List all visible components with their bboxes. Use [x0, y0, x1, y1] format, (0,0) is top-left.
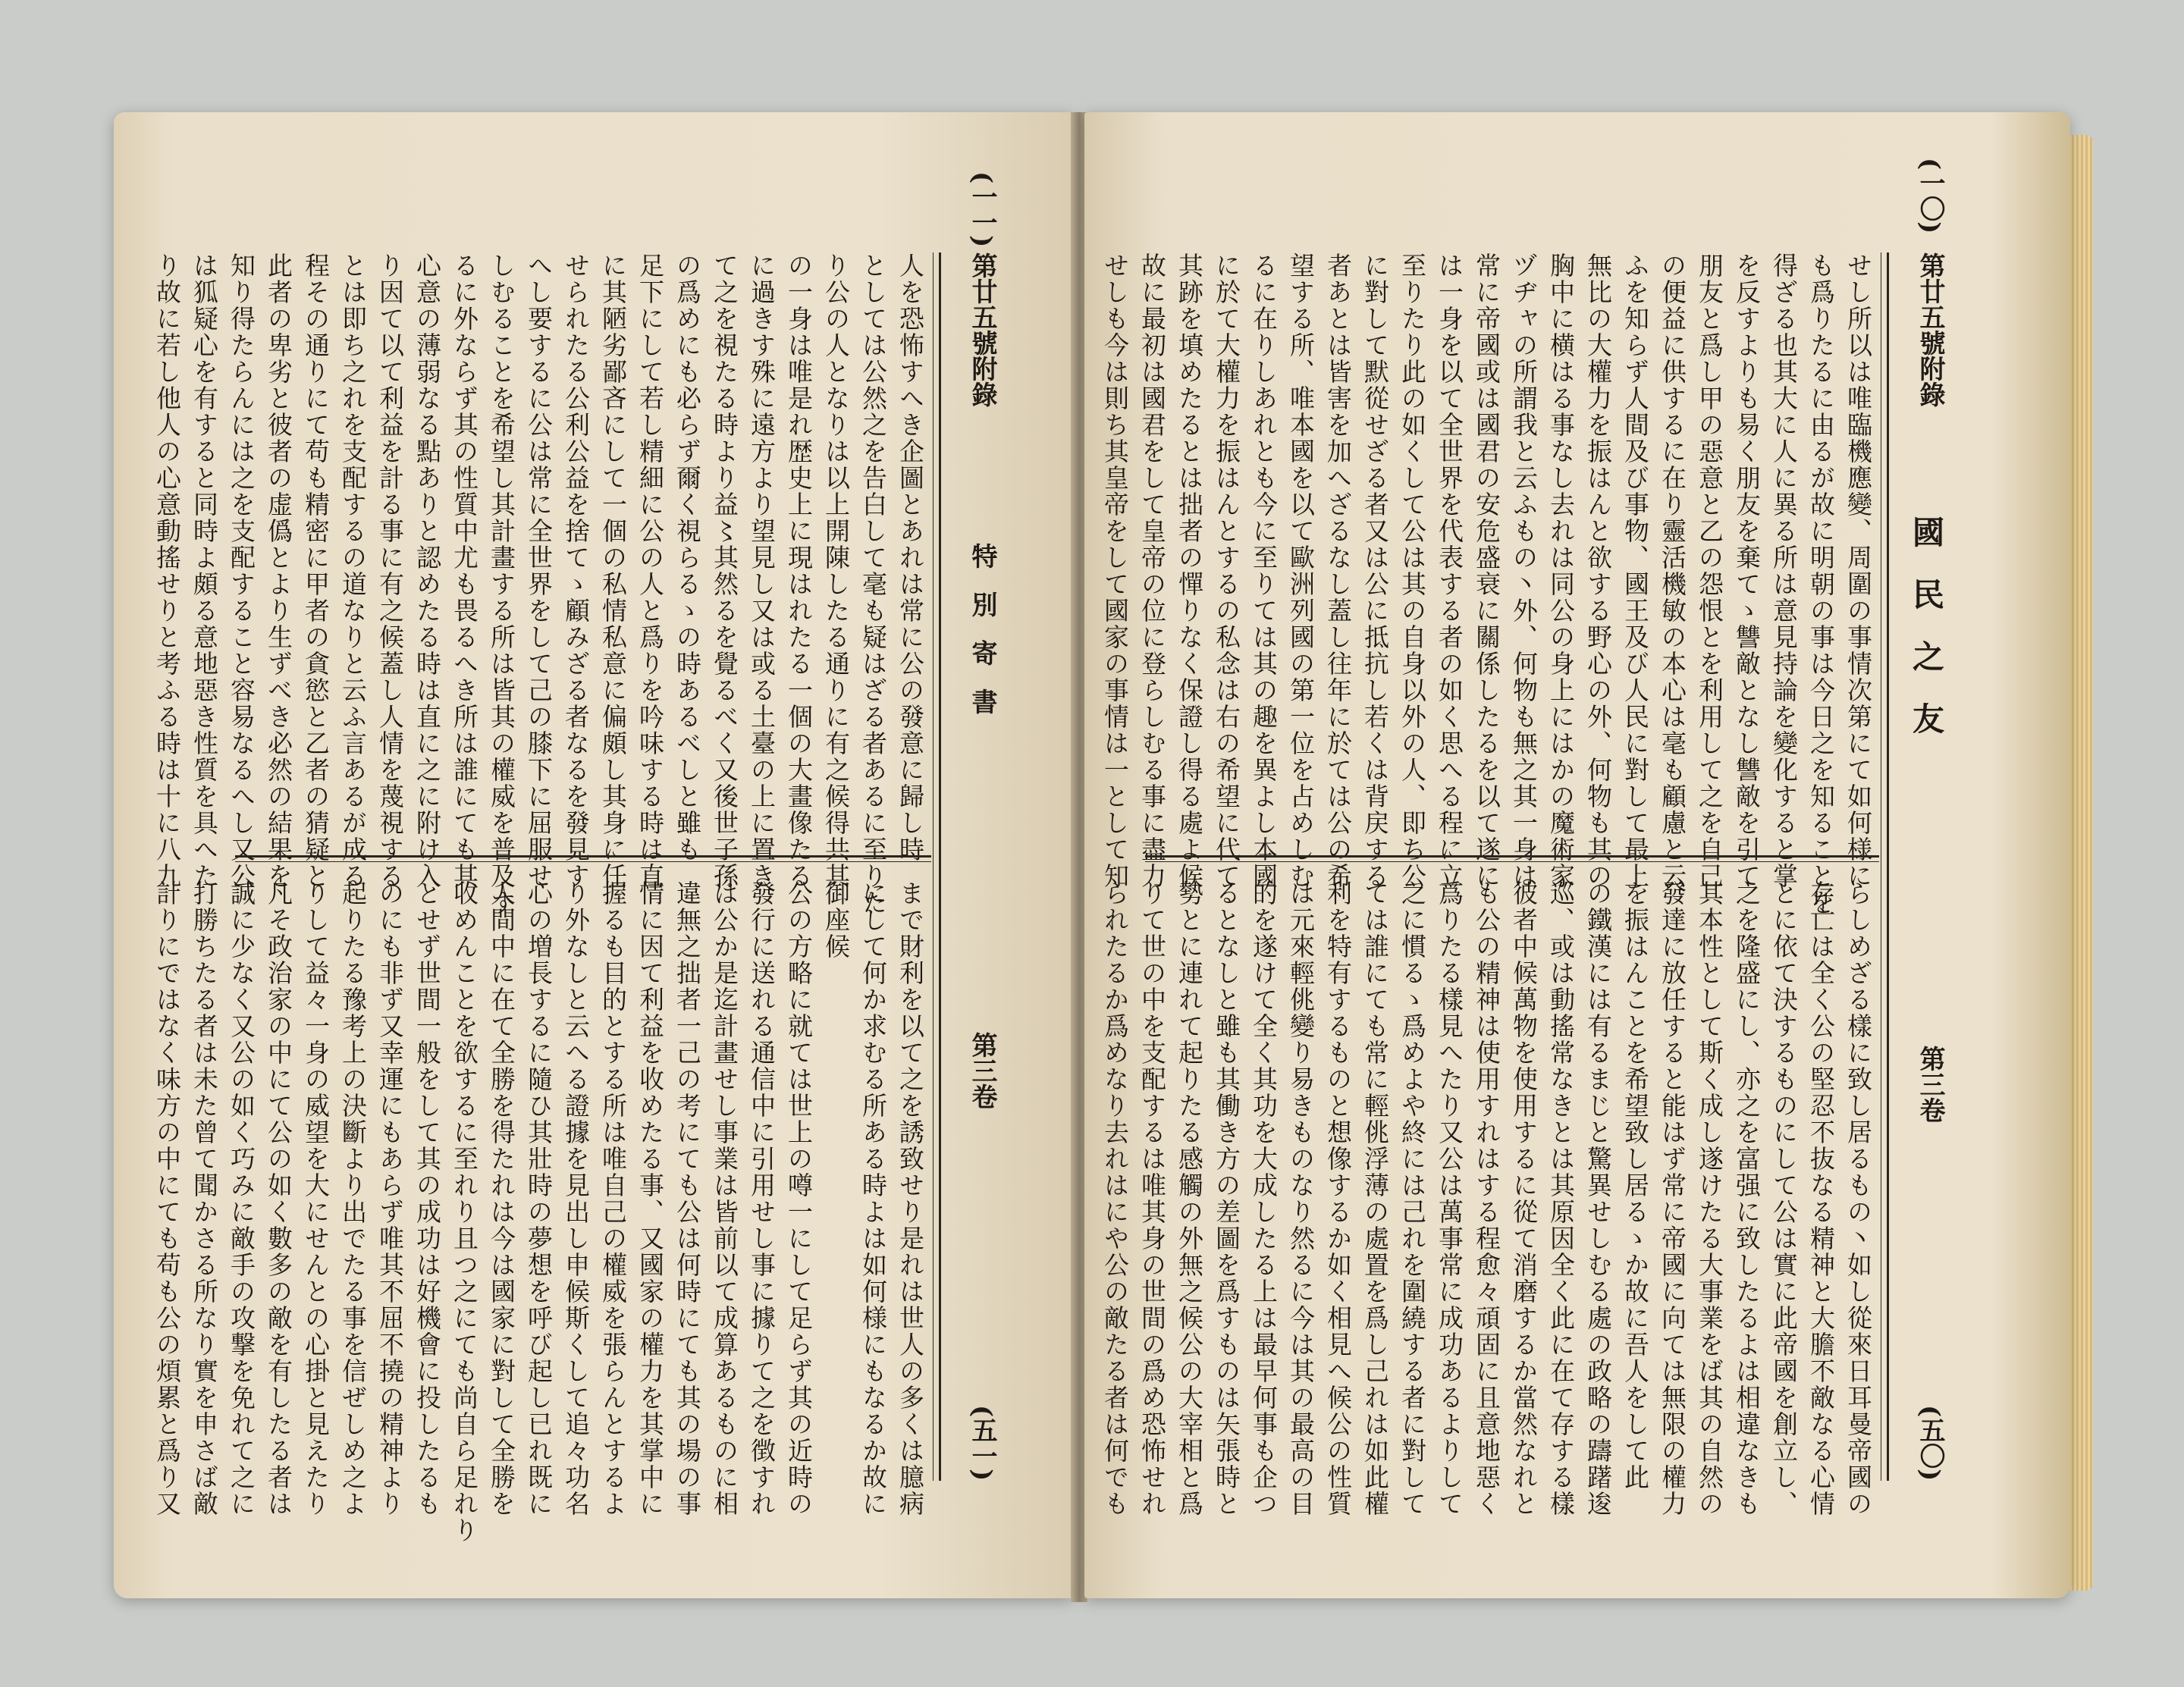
text-column: に於て大權力を振はんとするの私念は右の希望に代て [1212, 252, 1241, 889]
left-header-volume-page: (五一) [967, 1404, 997, 1481]
text-column: の爲めにも必らず爾く視らるゝの時あるべしと雖も [673, 252, 702, 863]
text-column: の一身は唯是れ歴史上に現はれたる一個の大畫像たる [784, 252, 814, 889]
text-column: るに在りしあれとも今に至りては其の趣を異よし本國 [1249, 252, 1279, 889]
text-column: せし所以は唯臨機應變、周圍の事情次第にて如何様に [1844, 252, 1873, 889]
text-column: 勢とに連れて起りたる感觸の外無之候公の大宰相と爲 [1175, 880, 1204, 1517]
text-column: に其陋劣鄙吝にして一個の私情私意に偏頗し其身に任 [598, 252, 628, 889]
text-column: 巡、或は動搖常なきとは其原因全く此に在て存する樣 [1546, 880, 1576, 1517]
text-column: も爲りたるに由るが故に明朝の事は今日之を知ることを [1806, 252, 1836, 916]
text-column: しむることを希望し其計畫する所は皆其の權威を普及す [487, 252, 516, 916]
text-column: も公の精神は使用すれはする程愈々頑固に且意地惡く [1472, 880, 1502, 1517]
right-upper-text [1100, 252, 1877, 916]
text-column: の鐵漢には有るまじと驚異せしむる處の政略の躊躇逡 [1583, 880, 1613, 1517]
text-column: らしめざる樣に致し居るもの丶如し從來日耳曼帝國の [1844, 880, 1873, 1517]
right-header-title: 國民之友 [1908, 516, 1945, 764]
text-column: 爲りたる樣見へたり又公は萬事常に成功あるよりして [1435, 880, 1464, 1517]
text-column: 人間中に在て全勝を得たれは今は國家に對して全勝を [487, 880, 516, 1517]
text-column: を反すよりも易く朋友を棄てゝ讐敵となし讐敵を引て [1732, 252, 1762, 889]
text-column: 發行に送れる通信中に引用せし事に據りて之を徴すれ [747, 880, 777, 1517]
text-column: 者あとは皆害を加へざるなし蓋し往年に於ては公の希 [1323, 252, 1353, 889]
text-column: ヅヂャの所謂我と云ふもの丶外、何物も無之其一身は [1509, 252, 1539, 889]
text-column: 計りにではなく味方の中にても苟も公の煩累と爲り又 [152, 880, 182, 1517]
left-header-volume: 第三卷 [967, 1032, 997, 1110]
text-column: せられたる公利公益を捨てゝ顧みざる者なるを發見す [561, 252, 591, 889]
text-column: るに外ならず其の性質中尤も畏るへき所は誰にても其 [450, 252, 479, 889]
text-column: 御座候 [821, 880, 851, 960]
text-column: まで財利を以て之を誘致せり是れは世人の多くは臆病 [896, 880, 925, 1517]
text-column: 凡そ政治家の中にて公の如く數多の敵を有したる者は [264, 880, 293, 1517]
text-column: とに依て決するものにして公は實に此帝國を創立し、 [1769, 880, 1799, 1517]
right-header-volume: 第三卷 [1915, 1046, 1945, 1124]
left-header-rule [939, 252, 941, 1481]
text-column: は一身を以て全世界を代表する者の如く思へる程に立 [1435, 252, 1464, 889]
text-column: とせず世間一般をして其の成功は好機會に投したるも [413, 880, 442, 1517]
right-header-volume-page: (五〇) [1915, 1404, 1945, 1481]
left-header-rule-thin [933, 252, 934, 1481]
text-column: 程その通りにて苟も精密に甲者の貪慾と乙者の猜疑と [301, 252, 331, 889]
right-page [1084, 112, 2070, 1598]
text-column: 之に慣るゝ爲めよや終には己れを圍繞する者に對して [1398, 880, 1427, 1517]
text-column: 足下にして若し精細に公の人と爲りを吟味する時は直 [635, 252, 665, 889]
left-lower-text [152, 880, 929, 1544]
text-column: 打勝ちたる者は未た曾て聞かさる所なり實を申さば敵 [190, 880, 219, 1517]
text-column: としては公然之を告白して毫も疑はざる者あるに至りた [858, 252, 888, 916]
left-upper-text [152, 252, 929, 916]
text-column: 得ざる也其大に人に異る所は意見持論を變化すると掌 [1769, 252, 1799, 889]
right-lower-text [1100, 880, 1877, 1517]
text-column: 違無之拙者一己の考にても公は何時にても其の場の事 [673, 880, 702, 1517]
text-column: 收めんことを欲するに至れり且つ之にても尚自ら足れり [450, 880, 479, 1544]
text-column: 起りたる豫考上の決斷より出でたる事を信ぜしめ之よ [338, 880, 368, 1517]
text-column: られたるか爲めなり去れはにや公の敵たる者は何でも [1100, 880, 1130, 1517]
left-text-block [152, 171, 997, 1544]
text-column: ふを知らず人間及び事物、國王及び人民に對して最上 [1621, 252, 1650, 889]
text-column: て之を視たる時より益〻其然るを覺るべく又後世子孫 [710, 252, 739, 889]
text-column: り故に若し他人の心意動搖せりと考ふる時は十に八九 [152, 252, 182, 889]
right-header-rule [1887, 252, 1889, 1481]
text-column: 其跡を填めたるとは拙者の憚りなく保證し得る處よ候 [1175, 252, 1204, 889]
text-column: 存亡は全く公の堅忍不抜なる精神と大膽不敵なる心情 [1806, 880, 1836, 1517]
text-column: に對して默從せざる者又は公に抵抗し若くは背戻する [1360, 252, 1390, 889]
right-text-block [1100, 158, 1949, 1517]
text-column: 胸中に横はる事なし去れは同公の身上にはかの魔術家 [1546, 252, 1576, 889]
left-page [114, 112, 1073, 1598]
text-column: 發達に放任すると能はず常に帝國に向ては無限の權力 [1658, 880, 1687, 1517]
text-column: とは即ち之れを支配するの道なりと云ふ言あるが成る [338, 252, 368, 889]
right-header-page-no: (一〇) [1915, 158, 1945, 234]
right-running-header [1903, 158, 1949, 1481]
text-column: 心の増長するに隨ひ其壯時の夢想を呼び起し已れ既に [524, 880, 554, 1517]
text-column: 此者の卑劣と彼者の虚僞とより生ずべき必然の結果を [264, 252, 293, 889]
text-column: に過きす殊に遠方より望見し又は或る土臺の上に置き [747, 252, 777, 889]
text-column: せしも今は則ち其皇帝をして國家の事情は一として知 [1100, 252, 1130, 889]
right-divider-rule-thin [1145, 861, 1879, 862]
text-column: りして益々一身の威望を大にせんとの心掛と見えたり [301, 880, 331, 1517]
text-column: りて世の中を支配するは唯其身の世間の爲め恐怖せれ [1138, 880, 1167, 1517]
open-book [114, 112, 2085, 1606]
text-column: 之を隆盛にし、亦之を富强に致したるよは相違なきも [1732, 880, 1762, 1517]
left-header-section: 特別寄書 [967, 543, 997, 737]
text-column: り因て以て利益を計る事に有之候蓋し人情を蔑視する [375, 252, 405, 889]
text-column: 故に最初は國君をして皇帝の位に登らしむる事に盡力 [1138, 252, 1167, 889]
text-column: の便益に供するに在り靈活機敏の本心は毫も顧慮と云 [1658, 252, 1687, 889]
text-column: へし要するに公は常に全世界をして己の膝下に屈服せ [524, 252, 554, 889]
text-column: は狐疑心を有すると同時よ頗る意地惡き性質を具へた [190, 252, 219, 889]
left-header-series: 第廿五號附錄 [967, 252, 997, 407]
text-column: 常に帝國或は國君の安危盛衰に關係したるを以て遂に [1472, 252, 1502, 889]
text-column: 望する所、唯本國を以て歐洲列國の第一位を占めしむ [1286, 252, 1316, 889]
text-column: 誠に少なく又公の如く巧みに敵手の攻撃を免れて之に [227, 880, 256, 1517]
text-column: り外なしと云へる證據を見出し申候斯くして追々功名 [561, 880, 591, 1517]
text-column: 人を恐怖すへき企圖とあれは常に公の發意に歸し時 [896, 252, 925, 863]
text-column: ては誰にても常に輕佻浮薄の處置を爲し己れは如此權 [1360, 880, 1390, 1517]
left-divider-rule-thin [235, 861, 931, 862]
text-column: 利を特有するものと想像するか如く相見へ候公の性質 [1323, 880, 1353, 1517]
text-column: 情に因て利益を收めたる事、又國家の權力を其掌中に [635, 880, 665, 1517]
text-column: 彼者中候萬物を使用するに從て消磨するか當然なれと [1509, 880, 1539, 1517]
right-header-series: 第廿五號附錄 [1915, 252, 1945, 407]
text-column: 其本性として斯く成し遂けたる大事業をば其の自然の [1695, 880, 1724, 1517]
left-divider-rule [235, 855, 931, 858]
text-column: 心意の薄弱なる點ありと認めたる時は直に之に附け入 [413, 252, 442, 889]
text-column: にして何か求むる所ある時よは如何様にもなるか故に [858, 880, 888, 1517]
right-divider-rule [1145, 855, 1879, 858]
text-column: は公か是迄計畫せし事業は皆前以て成算あるものに相 [710, 880, 739, 1517]
text-column: り公の人となりは以上開陳したる通りに有之候得共其 [821, 252, 851, 889]
text-column: 無比の大權力を振はんと欲する野心の外、何物も其の [1583, 252, 1613, 889]
text-column: 的を遂けて全く其功を大成したる上は最早何事も企つ [1249, 880, 1279, 1517]
text-column: のにも非ず又幸運にもあらず唯其不屈不撓の精神より [375, 880, 405, 1517]
text-column: を振はんことを希望致し居るゝか故に吾人をして此 [1621, 880, 1650, 1491]
text-column: 至りたり此の如くして公は其の自身以外の人、即ち公 [1398, 252, 1427, 889]
text-column: 朋友と爲し甲の惡意と乙の怨恨とを利用して之を自己 [1695, 252, 1724, 889]
text-column: 握るも目的とする所は唯自己の權威を張らんとするよ [598, 880, 628, 1517]
text-column: 知り得たらんには之を支配すること容易なるへし又公 [227, 252, 256, 889]
left-header-page-no: (一一) [967, 171, 997, 248]
left-running-header [956, 171, 1001, 1481]
text-column: るとなしと雖も其働き方の差圖を爲すものは矢張時と [1212, 880, 1241, 1517]
text-column: 公の方略に就ては世上の噂一にして足らず其の近時の [784, 880, 814, 1517]
text-column: は元來輕佻變り易きものなり然るに今は其の最高の目 [1286, 880, 1316, 1517]
